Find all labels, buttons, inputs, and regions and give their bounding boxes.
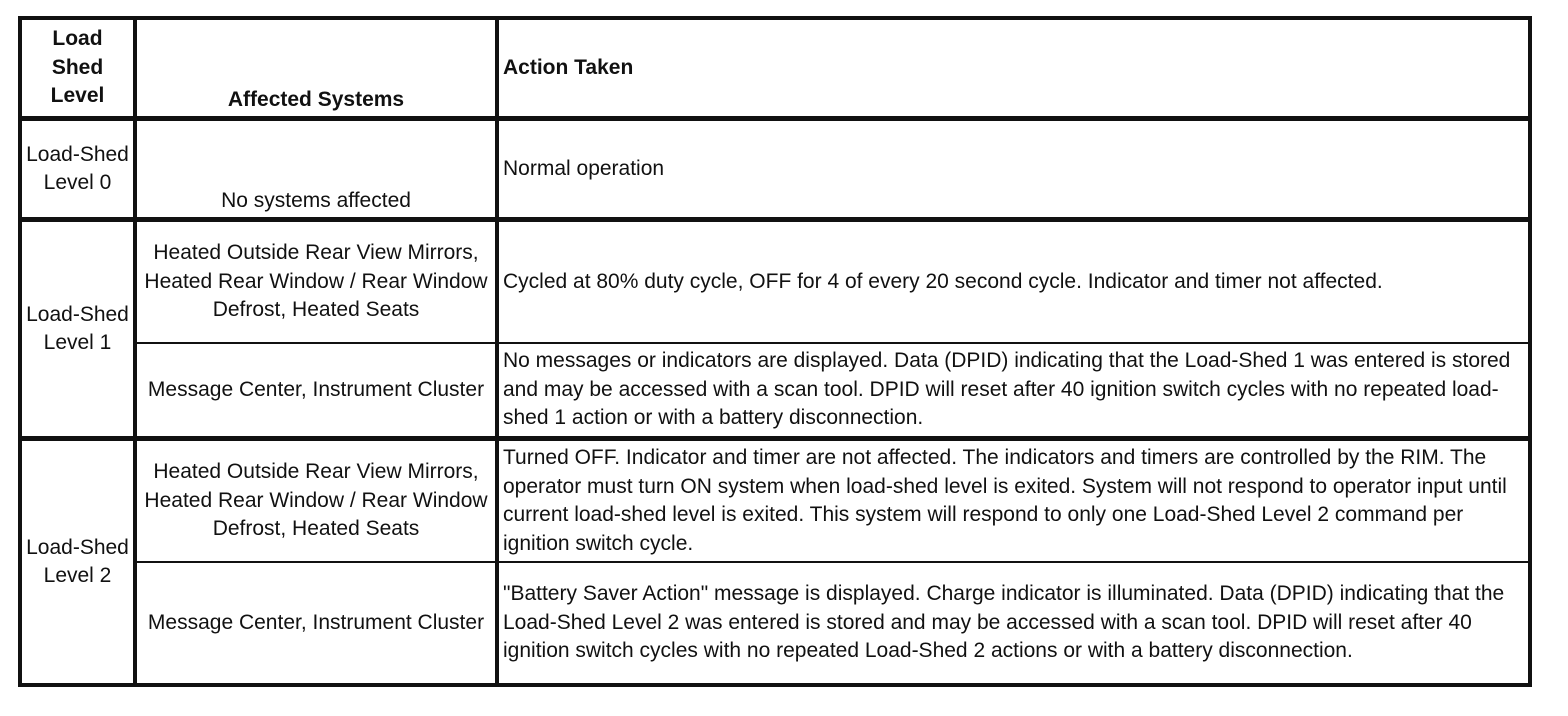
systems-cell: Heated Outside Rear View Mirrors, Heated Rear Window / Rear Window Defrost, Heated Seats xyxy=(135,439,497,563)
action-cell: Normal operation xyxy=(497,119,1530,220)
table-row xyxy=(20,439,1530,563)
table-row xyxy=(20,220,1530,344)
header-affected-systems: Affected Systems xyxy=(135,18,497,119)
level-cell: Load-Shed Level 0 xyxy=(20,119,135,220)
systems-cell: Heated Outside Rear View Mirrors, Heated Rear Window / Rear Window Defrost, Heated Seats xyxy=(135,220,497,344)
systems-cell: No systems affected xyxy=(135,119,497,220)
table-row xyxy=(20,119,1530,220)
action-cell: No messages or indicators are displayed. Data (DPID) indicating that the Load-Shed 1 was entered is stored and may be accessed with a scan tool. DPID will reset after 40 ignition switch cycles with no repeated load-shed 1 action or with a battery disconnection. xyxy=(497,343,1530,439)
table-header-row xyxy=(20,18,1530,119)
table-row xyxy=(20,562,1530,685)
systems-cell: Message Center, Instrument Cluster xyxy=(135,562,497,685)
action-cell: "Battery Saver Action" message is displayed. Charge indicator is illuminated. Data (DPID) indicating that the Load-Shed Level 2 was entered is stored and may be accessed with a scan tool. DPID will reset after 40 ignition switch cycles with no repeated Load-Shed 2 actions or with a battery disconnection. xyxy=(497,562,1530,685)
table-row xyxy=(20,343,1530,439)
header-action-taken: Action Taken xyxy=(497,18,1530,119)
systems-cell: Message Center, Instrument Cluster xyxy=(135,343,497,439)
level-cell: Load-Shed Level 2 xyxy=(20,439,135,686)
action-cell: Turned OFF. Indicator and timer are not affected. The indicators and timers are controlled by the RIM. The operator must turn ON system when load-shed level is exited. System will not respond to operator input until current load-shed level is exited. This system will respond to only one Load-Shed Level 2 command per ignition switch cycle. xyxy=(497,439,1530,563)
level-cell: Load-Shed Level 1 xyxy=(20,220,135,439)
load-shed-table xyxy=(18,16,1532,687)
action-cell: Cycled at 80% duty cycle, OFF for 4 of every 20 second cycle. Indicator and timer not affected. xyxy=(497,220,1530,344)
header-load-shed-level: Load Shed Level xyxy=(20,18,135,119)
